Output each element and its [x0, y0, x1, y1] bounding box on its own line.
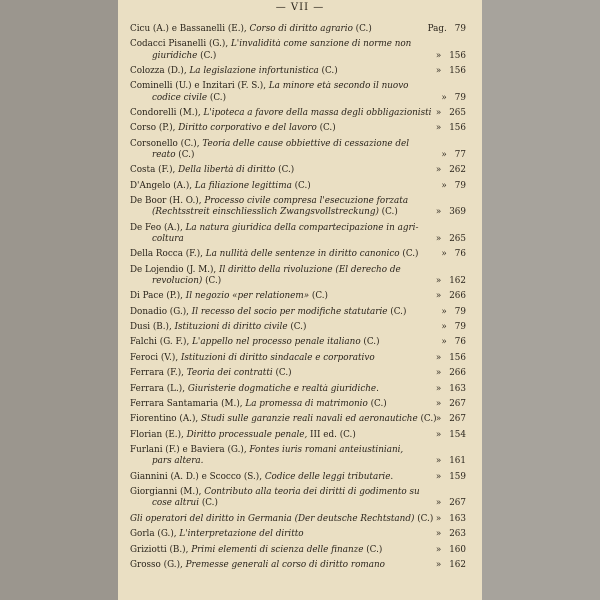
index-entry [130, 430, 472, 441]
entry-title: Premesse generali al corso di diritto romano [185, 559, 385, 570]
entry-title-continuation: giuridiche [152, 50, 198, 61]
entry-suffix: (C.) [309, 291, 328, 302]
index-entry [130, 307, 472, 318]
index-entry [130, 545, 472, 556]
ditto-mark: » [435, 207, 442, 218]
ditto-mark: » [435, 529, 442, 540]
index-entry [130, 165, 472, 176]
entry-author: Cicu (A.) e Bassanelli (E.), [130, 24, 250, 34]
ditto-mark: » [435, 456, 442, 467]
entry-suffix: (C.) [207, 92, 227, 103]
entry-page-number: » 156 [435, 352, 466, 363]
ditto-mark: » [435, 107, 442, 118]
entry-author: Corso (P.), [130, 123, 179, 134]
entry-title: Della libertà di diritto [178, 165, 276, 176]
entry-author: Furlani (F.) e Baviera (G.), [130, 445, 250, 456]
ditto-mark: » [435, 544, 442, 555]
index-entry [130, 223, 472, 245]
entry-author: De Boor (H. O.), [130, 196, 205, 207]
entry-title: Diritto processuale penale, [186, 429, 308, 440]
entry-suffix: (C.) [275, 165, 295, 176]
entry-title: La legislazione infortunistica [189, 65, 319, 76]
entry-author: Ferrara Santamaria (M.), [130, 399, 246, 410]
entry-author: Giannini (A. D.) e Scocco (S.), [130, 471, 265, 482]
entry-page-number: » 265 [435, 107, 466, 118]
ditto-mark: » [435, 414, 442, 425]
index-entry [130, 399, 472, 410]
ditto-mark: » [435, 50, 442, 61]
ditto-mark: » [441, 92, 447, 103]
entry-title: L'interpretazione del diritto [179, 529, 304, 540]
entry-suffix: (C.) [318, 65, 338, 76]
ditto-mark: » [435, 275, 442, 286]
entry-author: Griziotti (B.), [130, 544, 192, 555]
entry-author: Costa (F.), [130, 165, 179, 176]
entry-page-number: » 76 [441, 337, 466, 348]
entry-title-continuation: (Rechtsstreit einschliesslich Zwangsvollstreckung) [152, 207, 379, 218]
entry-title: L'invalidità come sanzione di norme non [230, 39, 412, 50]
entry-page-number: » 76 [441, 249, 466, 260]
document-page [118, 0, 482, 600]
entry-title-continuation: coltura [152, 233, 184, 244]
entry-suffix: (C.) [175, 149, 195, 160]
entry-page-number: » 77 [441, 149, 466, 160]
entry-author: Codacci Pisanelli (G.), [130, 39, 231, 50]
index-entry [130, 291, 472, 302]
entry-author: Giorgianni (M.), [130, 487, 205, 498]
ditto-mark: » [435, 352, 442, 363]
entry-title-continuation: codice civile [152, 92, 208, 103]
index-entry [130, 445, 472, 467]
entry-suffix: (C.) [417, 414, 437, 425]
entry-suffix: (C.) [367, 399, 387, 410]
ditto-mark: » [435, 123, 442, 134]
index-entry [130, 66, 472, 77]
entry-author: Grosso (G.), [130, 559, 186, 570]
ditto-mark: » [435, 233, 442, 244]
right-page-edge [482, 0, 600, 600]
entry-title: Il recesso del socio per modifiche statutarie [191, 306, 388, 317]
ditto-mark: » [435, 498, 442, 509]
index-list [130, 24, 472, 575]
entry-page-number: » 263 [435, 529, 466, 540]
entry-suffix: (C.) [399, 249, 419, 260]
entry-suffix: (C.) [291, 180, 311, 191]
entry-page-number: » 154 [435, 429, 466, 440]
index-entry [130, 529, 472, 540]
entry-title: La nullità delle sentenze in diritto canonico [205, 249, 400, 260]
entry-suffix: III ed. (C.) [307, 429, 356, 440]
entry-author: Fiorentino (A.), [130, 414, 202, 425]
index-entry [130, 265, 472, 287]
entry-author: Feroci (V.), [130, 352, 181, 363]
ditto-mark: » [435, 383, 442, 394]
entry-suffix: (C.) [197, 50, 217, 61]
entry-author: Ferrara (F.), [130, 368, 187, 379]
entry-title: Giuristerie dogmatiche e realtà giuridiche. [187, 383, 379, 394]
entry-title: Gli operatori del diritto in Germania (Der deutsche Rechtstand) [130, 513, 415, 524]
entry-title: Il diritto della rivoluzione (El derecho de [219, 264, 401, 275]
entry-suffix: (C.) [199, 498, 218, 509]
page-header: — VII — [275, 2, 325, 13]
index-entry [130, 353, 472, 364]
entry-page-number: » 79 [441, 92, 466, 103]
ditto-mark: » [435, 65, 442, 76]
index-entry [130, 249, 472, 260]
entry-page-number: » 79 [441, 322, 466, 333]
entry-title: Il negozio «per relationem» [185, 291, 310, 302]
entry-author: Donadio (G.), [130, 306, 192, 317]
entry-title: Corso di diritto agrario [249, 24, 353, 34]
index-entry [130, 108, 472, 119]
entry-title-continuation: pars altera. [152, 456, 204, 467]
ditto-mark: » [435, 471, 442, 482]
entry-title: Diritto corporativo e del lavoro [178, 123, 317, 134]
ditto-mark: » [441, 322, 447, 333]
ditto-mark: » [441, 249, 447, 260]
entry-page-number: » 267 [435, 414, 466, 425]
entry-page-number: » 163 [435, 513, 466, 524]
ditto-mark: » [441, 306, 447, 317]
entry-page-number: » 160 [435, 544, 466, 555]
entry-page-number: » 79 [441, 180, 466, 191]
entry-page-number: » 163 [435, 383, 466, 394]
entry-title: Processo civile compresa l'esecuzione forzata [204, 196, 409, 207]
entry-title: Teoria delle cause obbiettive di cessazione del [202, 138, 410, 149]
entry-page-number: » 79 [441, 306, 466, 317]
index-entry [130, 560, 472, 571]
entry-title: Istituzioni di diritto sindacale e corporativo [180, 352, 375, 363]
entry-title: Teoria dei contratti [186, 368, 273, 379]
ditto-mark: » [441, 337, 447, 348]
entry-page-number: » 161 [435, 456, 466, 467]
entry-title: Fontes iuris romani anteiustiniani, [249, 445, 404, 456]
entry-author: Dusi (B.), [130, 322, 175, 333]
entry-suffix: (C.) [352, 24, 372, 34]
index-entry [130, 472, 472, 483]
entry-title: La natura giuridica della compartecipazione in agri- [185, 222, 419, 233]
entry-title: La minore età secondo il nuovo [268, 81, 409, 92]
entry-suffix: (C.) [287, 322, 307, 333]
ditto-mark: » [435, 291, 442, 302]
entry-suffix: (C.) [387, 306, 407, 317]
entry-suffix: (C.) [363, 544, 383, 555]
entry-page-number: » 159 [435, 471, 466, 482]
entry-page-number: » 369 [435, 207, 466, 218]
index-entry [130, 24, 472, 35]
entry-author: Colozza (D.), [130, 65, 190, 76]
entry-page-number: » 265 [435, 233, 466, 244]
entry-author: Cominelli (U.) e Inzitari (F. S.), [130, 81, 269, 92]
index-entry [130, 322, 472, 333]
ditto-mark: » [435, 559, 442, 570]
entry-suffix: (C.) [378, 207, 398, 218]
entry-page-number: » 267 [435, 399, 466, 410]
entry-page-number: » 267 [435, 498, 466, 509]
ditto-mark: » [435, 399, 442, 410]
entry-title-continuation: cose altrui [152, 498, 200, 509]
index-entry [130, 123, 472, 134]
index-entry [130, 368, 472, 379]
entry-author: Corsonello (C.), [130, 138, 203, 149]
page-label: Pag. [427, 24, 447, 34]
entry-page-number: » 156 [435, 123, 466, 134]
entry-title: Codice delle leggi tributarie. [264, 471, 394, 482]
entry-page-number: » 162 [435, 275, 466, 286]
entry-author: De Feo (A.), [130, 222, 186, 233]
entry-author: Falchi (G. F.), [130, 337, 193, 348]
entry-author: Florian (E.), [130, 429, 187, 440]
entry-author: De Lojendio (J. M.), [130, 264, 220, 275]
ditto-mark: » [441, 149, 447, 160]
entry-author: Ferrara (L.), [130, 383, 188, 394]
entry-suffix: (C.) [414, 513, 434, 524]
ditto-mark: » [441, 180, 447, 191]
entry-suffix: (C.) [316, 123, 336, 134]
entry-title: L'ipoteca a favore della massa degli obbligazionisti [203, 107, 432, 118]
entry-page-number: Pag. 79 [427, 24, 466, 34]
entry-author: Di Pace (P.), [130, 291, 186, 302]
entry-title: Istituzioni di diritto civile [174, 322, 288, 333]
index-entry [130, 81, 472, 103]
entry-page-number: » 266 [435, 291, 466, 302]
index-entry [130, 181, 472, 192]
ditto-mark: » [435, 165, 442, 176]
entry-author: Condorelli (M.), [130, 107, 204, 118]
index-entry [130, 384, 472, 395]
entry-suffix: (C.) [360, 337, 380, 348]
ditto-mark: » [435, 368, 442, 379]
index-entry [130, 139, 472, 161]
entry-title: L'appello nel processo penale italiano [192, 337, 361, 348]
index-entry [130, 487, 472, 509]
ditto-mark: » [435, 429, 442, 440]
entry-page-number: » 262 [435, 165, 466, 176]
index-entry [130, 337, 472, 348]
entry-title: Studi sulle garanzie reali navali ed aeronautiche [201, 414, 418, 425]
entry-title: La filiazione legittima [194, 180, 292, 191]
entry-page-number: » 162 [435, 559, 466, 570]
left-page-edge [0, 0, 118, 600]
entry-title: Contributo alla teoria dei diritti di godimento su [204, 487, 420, 498]
entry-title-continuation: revolucion) [152, 275, 203, 286]
entry-author: Gorla (G.), [130, 529, 180, 540]
index-entry [130, 196, 472, 218]
index-entry [130, 414, 472, 425]
entry-title-continuation: reato [152, 149, 176, 160]
ditto-mark: » [435, 513, 442, 524]
entry-suffix: (C.) [202, 275, 222, 286]
entry-title: La promessa di matrimonio [245, 399, 368, 410]
entry-title: Primi elementi di scienza delle finanze [191, 544, 364, 555]
entry-author: D'Angelo (A.), [130, 180, 195, 191]
entry-page-number: » 266 [435, 368, 466, 379]
entry-suffix: (C.) [272, 368, 292, 379]
entry-page-number: » 156 [435, 50, 466, 61]
index-entry [130, 514, 472, 525]
index-entry [130, 39, 472, 61]
entry-page-number: » 156 [435, 65, 466, 76]
entry-author: Della Rocca (F.), [130, 249, 206, 260]
